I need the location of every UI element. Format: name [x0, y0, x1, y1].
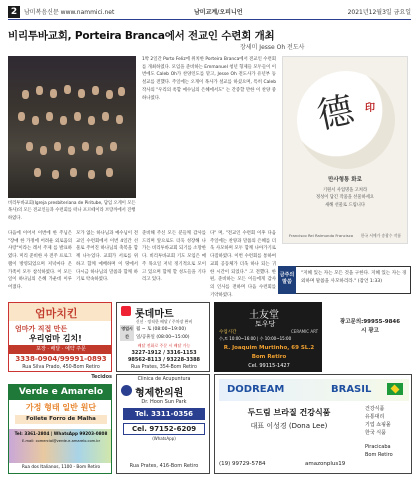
tecidos-address: Rua dos Italianos, 1100 - Bom Retiro — [21, 465, 101, 470]
chicken-slogan-2: 우리엄마 김치! — [29, 334, 82, 343]
lotte-note: 배달 전화로 주문 시 배달 가능 — [137, 343, 191, 348]
lotte-hours-label: 영업시간 — [121, 326, 133, 339]
artwork-line: 기원서 사업명을 고쳐라 — [322, 188, 368, 193]
clinic-whatsapp: (WhatsApp) — [152, 436, 176, 441]
article-headline: 비리투바교회, Porteira Branca에서 전교인 수련회 개최 — [8, 30, 275, 42]
lotte-logo-icon — [121, 306, 131, 316]
publication-name: 남미복음신문 www.nammici.net — [24, 9, 115, 16]
article-byline: 장세미 Jesse Oh 전도사 — [240, 44, 305, 51]
dodream-service: 한국 식품 — [365, 430, 386, 436]
dodream-name: 두드림 브라질 건강식품 — [247, 408, 331, 417]
ceramic-address: R. Joaquim Murtinho, 69 SL.2 — [223, 345, 315, 351]
clinic-doctor: Dr. Hoon Sun Park — [141, 399, 187, 405]
chicken-address: Rua Silva Prado, 450-Bom Retiro — [22, 365, 100, 370]
dodream-service: 건강식품 — [365, 406, 385, 412]
calligraphy-artwork — [282, 56, 408, 244]
ceramic-phone: Cel. 99115-1427 — [248, 363, 290, 369]
tecidos-item: Foilete Forro de Malha — [15, 415, 107, 424]
tecidos-tagline: 가정 형태 일반 원단 — [25, 403, 97, 412]
lotte-address: Rua Prates, 354-Bom Retiro — [131, 365, 197, 370]
classified-notice — [328, 318, 412, 336]
chicken-sub: 포장 · 배달 · 예약 주문 — [9, 345, 112, 354]
ceramic-brand-ko: 토우당 — [255, 320, 276, 328]
weekly-verse-box — [278, 266, 411, 294]
article-column-2: 모가 없는 하나님과 예수님이 전교인 수련회에서 이번 4일간 선물로 주어진 하나님의 축복을 함께 나누었다. 교회가 서로를 위하고 함께 예배하며 이 땅에서 다시금 하나님의 말씀과 함께 하기로 약속하였다. — [76, 231, 138, 283]
dodream-service: 기업 쇼핑몰 — [365, 422, 391, 428]
classified-line-1: 광고문의:99955-9846 — [339, 319, 401, 325]
article-column-1: 다음에 이어서 이번에 한 주님은 "장애 한 가정에 어려운 외로움의 사랑"이라는 레서 주제 를 발표하였다. 미리 준비한 사 전주 프로그램이 방영되었으며 저녁마다 온 가족이 모두 참석하였다. 이 모든 일이 하나님의 은혜 가운데 이루어졌다. — [8, 231, 72, 290]
ad-lotte[interactable] — [116, 302, 210, 372]
ceramic-sub: CERAMIC ART — [291, 329, 319, 334]
dodream-brand-left: DODREAM — [227, 384, 285, 395]
dodream-site: amazonplus19 — [305, 461, 346, 467]
chicken-phones: 3338-0904/99991-0893 — [15, 355, 107, 363]
dodream-services — [365, 405, 391, 437]
artwork-line: 새해 선물로 드립니다 — [324, 202, 366, 208]
section-title: 남미교계/오피니언 — [194, 9, 243, 16]
dodream-owner: 대표 이성경 (Dona Lee) — [250, 422, 328, 430]
chicken-slogan-1: 엄마가 직접 만든 — [15, 325, 68, 333]
article-column-3: 준비해 주신 모든 분들께 감사를 드리며 앞으로도 더욱 성장해 나가는 비리투바교회 되기를 소망한다. 비리투바교회 기도 모임은 매주 목요일 저녁 정기적으로 모이고 있으며 함께 할 성도들을 기다리고 있다. — [142, 231, 206, 283]
page-header — [8, 6, 411, 20]
dodream-service: 유통대리 — [365, 414, 385, 420]
ceramic-label: 수업시간 — [219, 330, 237, 335]
group-photo — [8, 56, 136, 198]
ad-chicken[interactable] — [8, 302, 112, 372]
weekly-verse-text: "지혜 있는 자는 모든 것을 구한다. 지혜 있는 자는 경외하며 말씀을 사모하리라." (잠언 1:33) — [301, 271, 407, 284]
artwork-name: Francisco Rei Raimundo Francisco — [289, 233, 354, 238]
page-number: 2 — [8, 6, 20, 18]
lotte-tagline: 신선 · 정직한 배달 / 주차장 완비 — [135, 319, 193, 324]
weekly-verse-tag: 금주의 말씀 — [278, 266, 296, 294]
classified-line-2: 시 광고 — [361, 328, 379, 334]
article-column-0: 1박 2일간 Porto Feliz에 위치한 Porteira Branca에서 전교인 수련회를 개최하였다. 모임을 준비하는 Emmanuel 청년 형제들 모두들이 이번에도 Caleb Oh가 찬양인도를 맡고, Jesse Oh 전도사가 유년부 등 설교를 전했다. 주일에는 오게이 목사가 설교를 하셨으며, 특히 Caleb 작사의 "우리의 옥합 예수님의 은혜에서도" 는 간증할 만한 이 찬양 중 하나였다. — [142, 57, 276, 101]
artwork-line: 정성이 담긴 작품을 선물하세요 — [315, 195, 375, 201]
clinic-logo-icon — [121, 385, 132, 396]
red-seal-icon: 印 — [365, 103, 375, 114]
brush-stroke: 德 — [313, 89, 358, 138]
ceramic-brand: 土友堂 — [249, 310, 279, 321]
issue-date: 2021년12월3일 금요일 — [347, 9, 411, 16]
lotte-phones — [117, 350, 210, 364]
lotte-hours-weekday: 월 ~ 토 (08:00~19:00) — [136, 327, 186, 332]
artwork-lines — [283, 187, 407, 209]
lotte-hours — [136, 326, 190, 342]
dodream-brand-right: BRASIL — [331, 384, 372, 395]
lotte-phone-2: 98562-8113 / 93228-3388 — [127, 357, 201, 363]
lotte-phone-1: 3227-1912 / 3316-1153 — [131, 350, 197, 356]
tecidos-email: E-mail: comercial@verde-e-amarelo.com.br — [21, 439, 101, 443]
photo-caption: 비리투바교회(Igreja presbiteriana de Piritube, 담임 오게이 모든 목사)의 모든 전교인들과 수련회를 떠나 포르떼이라 브랑까에서 진행하였다. — [8, 201, 136, 221]
dodream-location: Bom Retiro — [365, 452, 393, 458]
ceramic-district: Bom Retiro — [251, 354, 287, 360]
dodream-phone: (19) 99729-5784 — [219, 461, 266, 467]
dodream-locations — [365, 443, 393, 459]
clinic-name: 형제한의원 — [135, 388, 184, 399]
clinic-cel: Cel. 97152-6209 — [123, 423, 205, 435]
clinic-address: Rua Prates, 416-Bom Retiro — [129, 463, 199, 469]
dodream-location: Piracicaba — [365, 444, 391, 450]
ad-clinic[interactable] — [116, 374, 210, 474]
ad-tecidos[interactable] — [8, 384, 112, 474]
brazil-flag-icon — [387, 383, 403, 395]
artwork-title: 만사형통 화로 — [328, 177, 362, 183]
tecidos-name: Verde e Amarelo — [9, 385, 112, 400]
ad-dodream[interactable] — [214, 374, 412, 474]
tecidos-category: Tecidos — [91, 374, 112, 380]
ad-ceramic[interactable] — [214, 302, 322, 372]
artwork-credit: 한국 서예가 송광수 작품 — [360, 233, 401, 238]
clinic-tel: Tel. 3311-0356 — [123, 408, 205, 420]
clinic-category: Clinica de Acupuntura — [137, 377, 191, 382]
lotte-hours-weekend: 일/공휴일 (08:00~15:00) — [136, 335, 190, 340]
article-column-4: 다" 며, "전교인 수련회 이후 다음 주일에는 찬양과 말씀의 은혜를 더욱 사모하며 모두 함께 나아가기로 다짐하였다. 이번 수련회를 통하여 교회 공동체가 더욱 하나 되는 귀한 시간이 되었다." 고 전했다. 한편, 준비하는 모든 이들에게 감사의 인사를 전하며 다음 수련회를 기약하였다. — [210, 231, 276, 298]
lotte-brand: 롯데마트 — [135, 309, 174, 320]
chicken-brand: 엄마치킨 — [35, 307, 78, 320]
ceramic-schedule: 수,토 10:00~16:00 | 수 10:00~15:00 — [219, 336, 292, 341]
tecidos-phones: Tel: 3361-2804 | WhatsApp 99203-0808 — [14, 431, 108, 436]
